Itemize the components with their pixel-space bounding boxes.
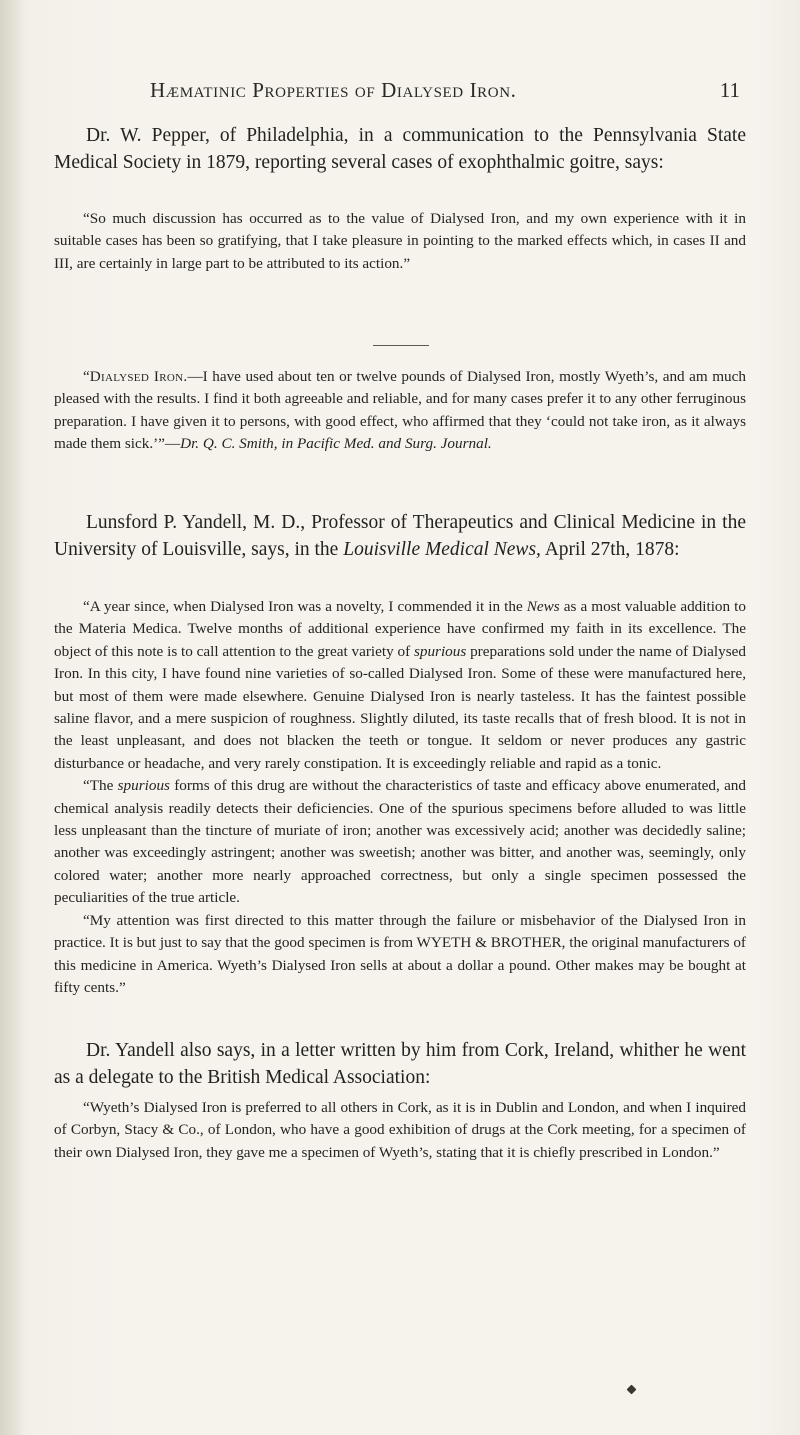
yandell-quote-paragraph-2	[54, 775, 746, 909]
yandell-q1-spurious: spurious	[413, 642, 467, 660]
smith-quote-body: —I have used about ten or twelve pounds of Dialysed Iron, mostly Wyeth’s, and am much pleased with the results. I find it both agreeable and reliable, and for many cases prefer it to any other ferruginous preparation. I have given it to persons, with good effect, who affirmed that they ‘could not take iron, as it always made them sick.’”—	[54, 368, 746, 453]
pepper-intro-paragraph	[54, 122, 746, 176]
pepper-quote-paragraph	[54, 208, 746, 275]
printer-ornament-mark	[627, 1385, 637, 1395]
page-number: 11	[719, 78, 740, 102]
yandell-intro-paragraph	[54, 509, 746, 563]
yandell-q2-part-a: “The	[83, 777, 118, 795]
pepper-intro-text: Dr. W. Pepper, of Philadelphia, in a communication to the Pennsylvania State Medical Society in 1879, reporting several cases of exophthalmic goitre, says:	[54, 125, 746, 173]
smith-citation: Dr. Q. C. Smith, in Pacific Med. and Surg. Journal.	[180, 435, 492, 453]
louisville-medical-news-title: Louisville Medical News,	[343, 539, 541, 560]
pepper-quote-text: “So much discussion has occurred as to the value of Dialysed Iron, and my own experience with it in suitable cases has been so gratifying, that I take pleasure in pointing to the marked effects which, in cases II and III, are certainly in large part to be attributed to its action.”	[54, 210, 746, 272]
yandell-intro-part-1: Lunsford P. Yandell, M. D., Professor of Therapeutics and Clinical Medicine in the University of Louisville, says, in the	[54, 512, 746, 560]
cork-intro-paragraph	[54, 1037, 746, 1091]
smith-quote-text: “Dialysed Iron.—I have used about ten or twelve pounds of Dialysed Iron, mostly Wyeth’s, and am much pleased with the results. I find it both agreeable and reliable, and for many cases prefer it to any other ferruginous preparation. I have given it to persons, with good effect, who affirmed that they ‘could not take iron, as it always made them sick.’”—Dr. Q. C. Smith, in Pacific Med. and Surg. Journal.	[54, 368, 746, 453]
running-head	[0, 78, 800, 108]
yandell-intro-part-2: April 27th, 1878:	[540, 539, 680, 560]
yandell-quote-paragraph-3: “My attention was first directed to this matter through the failure or misbehavior of the Dialysed Iron in practice. It is but just to say that the good specimen is from WYETH & BROTHER, the original manufacturers of this medicine in America. Wyeth’s Dialysed Iron sells at about a dollar a pound. Other makes may be bought at fifty cents.”	[54, 911, 746, 996]
yandell-q2-part-b: forms of this drug are without the characteristics of taste and efficacy above enumerated, and chemical analysis readily detects their deficiencies. One of the spurious specimens before alluded to was little less unpleasant than the tincture of muriate of iron; another was excessively acid; another was decidedly saline; another was exceedingly astringent; another was sweetish; another was bitter, and another was, seemingly, only colored water; another more nearly approached correctness, but only a single specimen possessed the peculiarities of the true article.	[54, 777, 746, 907]
yandell-q1-news: News	[526, 598, 560, 615]
section-divider-rule	[373, 345, 429, 346]
yandell-q2-spurious: spurious	[117, 777, 170, 795]
yandell-quote-block	[54, 596, 746, 999]
yandell-quote-paragraph-1	[54, 596, 746, 775]
smith-quote-paragraph	[54, 366, 746, 456]
cork-quote-text: “Wyeth’s Dialysed Iron is preferred to all others in Cork, as it is in Dublin and London, and when I inquired of Corbyn, Stacy & Co., of London, who have a good exhibition of drugs at the Cork meeting, for a specimen of their own Dialysed Iron, they gave me a specimen of Wyeth’s, stating that it is chiefly prescribed in London.”	[54, 1099, 746, 1161]
page-gutter-shadow	[0, 0, 24, 1435]
smith-quote-heading: Dialysed Iron.	[89, 368, 188, 385]
running-head-title: Hæmatinic Properties of Dialysed Iron.	[150, 78, 517, 102]
yandell-q1-part-b: as a most valuable addition to the Materia Medica. Twelve months of additional experience have confirmed my faith in its excellence. The object of this note is to call attention to the great variety of	[54, 598, 746, 660]
cork-intro-text: Dr. Yandell also says, in a letter written by him from Cork, Ireland, whither he went as a delegate to the British Medical Association:	[54, 1040, 746, 1088]
yandell-intro-text	[54, 509, 746, 563]
yandell-q1-part-a: “A year since, when Dialysed Iron was a novelty, I commended it in the	[83, 598, 527, 615]
yandell-q1-part-c: preparations sold under the name of Dialysed Iron. In this city, I have found nine varieties of so-called Dialysed Iron. Some of these were manufactured here, but most of them were made elsewhere. Genuine Dialysed Iron is nearly tasteless. It has the faintest possible saline flavor, and a mere suspicion of roughness. Slightly diluted, its taste recalls that of fresh blood. It is not in the least unpleasant, and does not blacken the teeth or tongue. It seldom or never produces any gastric disturbance or headache, and very rarely constipation. It is exceedingly reliable and rapid as a tonic.	[54, 642, 746, 772]
cork-quote-paragraph	[54, 1097, 746, 1164]
